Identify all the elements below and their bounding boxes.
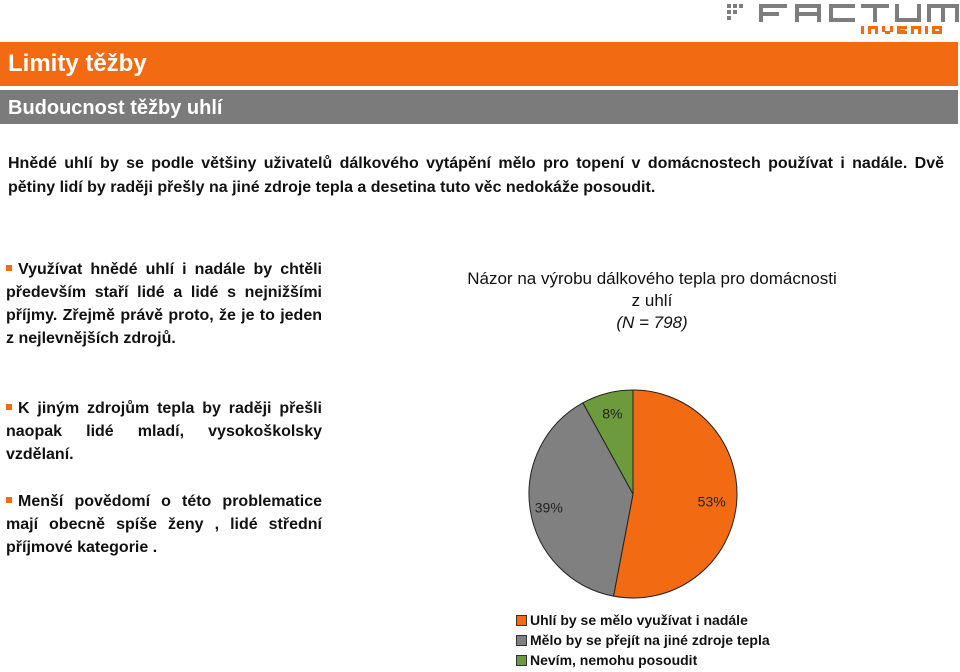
legend-swatch <box>516 615 527 626</box>
legend-label: Nevím, nemohu posoudit <box>530 652 698 668</box>
bullet-text: Menší povědomí o této problematice mají obecně spíše ženy , lidé střední příjmové kategorie . <box>6 493 322 556</box>
chart-title-text: Názor na výrobu dálkového tepla pro domácnosti z uhlí <box>467 269 837 310</box>
chart-legend <box>516 610 770 670</box>
pie-slice-label: 53% <box>697 493 726 510</box>
bullet-text: Využívat hnědé uhlí i nadále by chtěli především staří lidé a lidé s nejnižšími příjmy. Zřejmě právě proto, že je to jeden z nejlevnějších zdrojů. <box>6 261 322 347</box>
intro-text: Hnědé uhlí by se podle většiny uživatelů dálkového vytápění mělo pro topení v domácnostech používat i nadále. Dvě pětiny lidí by raději přešly na jiné zdroje tepla a desetina tuto věc nedokáže posoudit. <box>8 155 944 196</box>
chart-sample-size: (N = 798) <box>616 313 688 332</box>
legend-label: Uhlí by se mělo využívat i nadále <box>530 612 748 628</box>
legend-item <box>516 630 770 650</box>
legend-swatch <box>516 655 527 666</box>
pie-slice-label: 8% <box>602 405 623 422</box>
legend-item <box>516 610 770 630</box>
bullet-text: K jiným zdrojům tepla by raději přešli naopak lidé mladí, vysokoškolsky vzdělaní. <box>6 400 322 463</box>
page-title: Limity těžby <box>0 42 958 86</box>
legend-swatch <box>516 635 527 646</box>
legend-item <box>516 650 770 670</box>
legend-label: Mělo by se přejít na jiné zdroje tepla <box>530 632 770 648</box>
pie-slice-label: 39% <box>534 499 563 516</box>
page-subtitle: Budoucnost těžby uhlí <box>0 90 958 124</box>
